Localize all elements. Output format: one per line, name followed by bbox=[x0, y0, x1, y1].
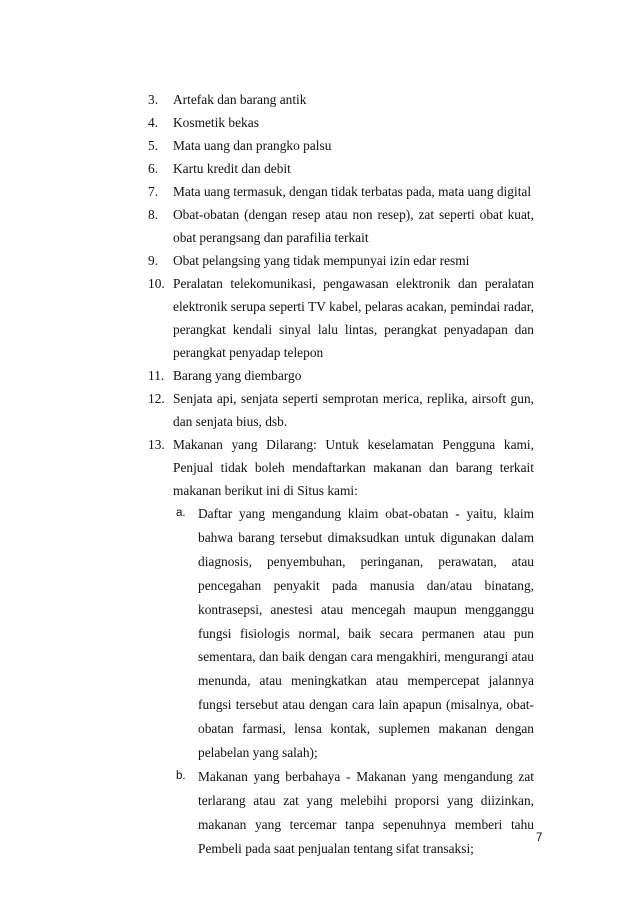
sub-list-letter: b. bbox=[176, 769, 186, 782]
list-item bbox=[148, 249, 534, 272]
list-number: 3. bbox=[148, 92, 159, 107]
sub-list-text: Makanan yang berbahaya - Makanan yang mengandung zat terlarang atau zat yang melebihi proporsi yang diizinkan, makanan yang tercemar tanpa sepenuhnya memberi tahu Pembeli pada saat penjualan tentang sifat transaksi; bbox=[198, 768, 534, 856]
list-number: 4. bbox=[148, 115, 159, 130]
prohibited-items-list bbox=[148, 88, 534, 861]
list-number: 5. bbox=[148, 138, 159, 153]
list-number: 10. bbox=[148, 276, 165, 291]
list-text: Obat-obatan (dengan resep atau non resep), zat seperti obat kuat, obat perangsang dan parafilia terkait bbox=[173, 207, 534, 245]
list-text: Kosmetik bekas bbox=[173, 115, 259, 130]
list-item bbox=[148, 433, 534, 502]
list-item bbox=[148, 111, 534, 134]
list-text: Barang yang diembargo bbox=[173, 368, 302, 383]
sub-list-item bbox=[173, 502, 534, 765]
list-item bbox=[148, 387, 534, 433]
list-number: 13. bbox=[148, 437, 165, 452]
list-text: Obat pelangsing yang tidak mempunyai izin edar resmi bbox=[173, 253, 470, 268]
list-text: Mata uang termasuk, dengan tidak terbatas pada, mata uang digital bbox=[173, 184, 532, 199]
list-number: 12. bbox=[148, 391, 165, 406]
list-number: 8. bbox=[148, 207, 159, 222]
sub-list-text: Daftar yang mengandung klaim obat-obatan - yaitu, klaim bahwa barang tersebut dimaksudkan untuk digunakan dalam diagnosis, penyembuhan, peringanan, perawatan, atau pencegahan penyakit pada manusia dan/atau binatang, kontrasepsi, anestesi atau mencegah maupun mengganggu fungsi fisiologis normal, baik secara permanen atau pun sementara, dan baik dengan cara mengakhiri, mengurangi atau menunda, atau meningkatkan atau mempercepat jalannya fungsi tersebut atau dengan cara lain apapun (misalnya, obat-obatan farmasi, lensa kontak, suplemen makanan dengan pelabelan yang salah); bbox=[198, 506, 534, 761]
list-text: Artefak dan barang antik bbox=[173, 92, 307, 107]
page-number: 7 bbox=[536, 832, 543, 844]
sub-list-item bbox=[173, 765, 534, 861]
list-text: Mata uang dan prangko palsu bbox=[173, 138, 332, 153]
list-text: Senjata api, senjata seperti semprotan merica, replika, airsoft gun, dan senjata bius, dsb. bbox=[173, 391, 534, 429]
list-item bbox=[148, 203, 534, 249]
list-item bbox=[148, 157, 534, 180]
list-text: Kartu kredit dan debit bbox=[173, 161, 291, 176]
list-item bbox=[148, 134, 534, 157]
list-text: Peralatan telekomunikasi, pengawasan elektronik dan peralatan elektronik serupa seperti TV kabel, pelaras acakan, pemindai radar, perangkat kendali sinyal lalu lintas, perangkat penyadapan dan perangkat penyadap telepon bbox=[173, 276, 534, 360]
list-number: 7. bbox=[148, 184, 159, 199]
list-item bbox=[148, 272, 534, 364]
list-text: Makanan yang Dilarang: Untuk keselamatan Pengguna kami, Penjual tidak boleh mendaftarkan makanan dan barang terkait makanan berikut ini di Situs kami: bbox=[173, 437, 534, 498]
list-number: 11. bbox=[148, 368, 165, 383]
list-item bbox=[148, 180, 534, 203]
list-item bbox=[148, 364, 534, 387]
list-number: 9. bbox=[148, 253, 159, 268]
list-number: 6. bbox=[148, 161, 159, 176]
list-item bbox=[148, 88, 534, 111]
sub-list-letter: a. bbox=[176, 507, 186, 519]
